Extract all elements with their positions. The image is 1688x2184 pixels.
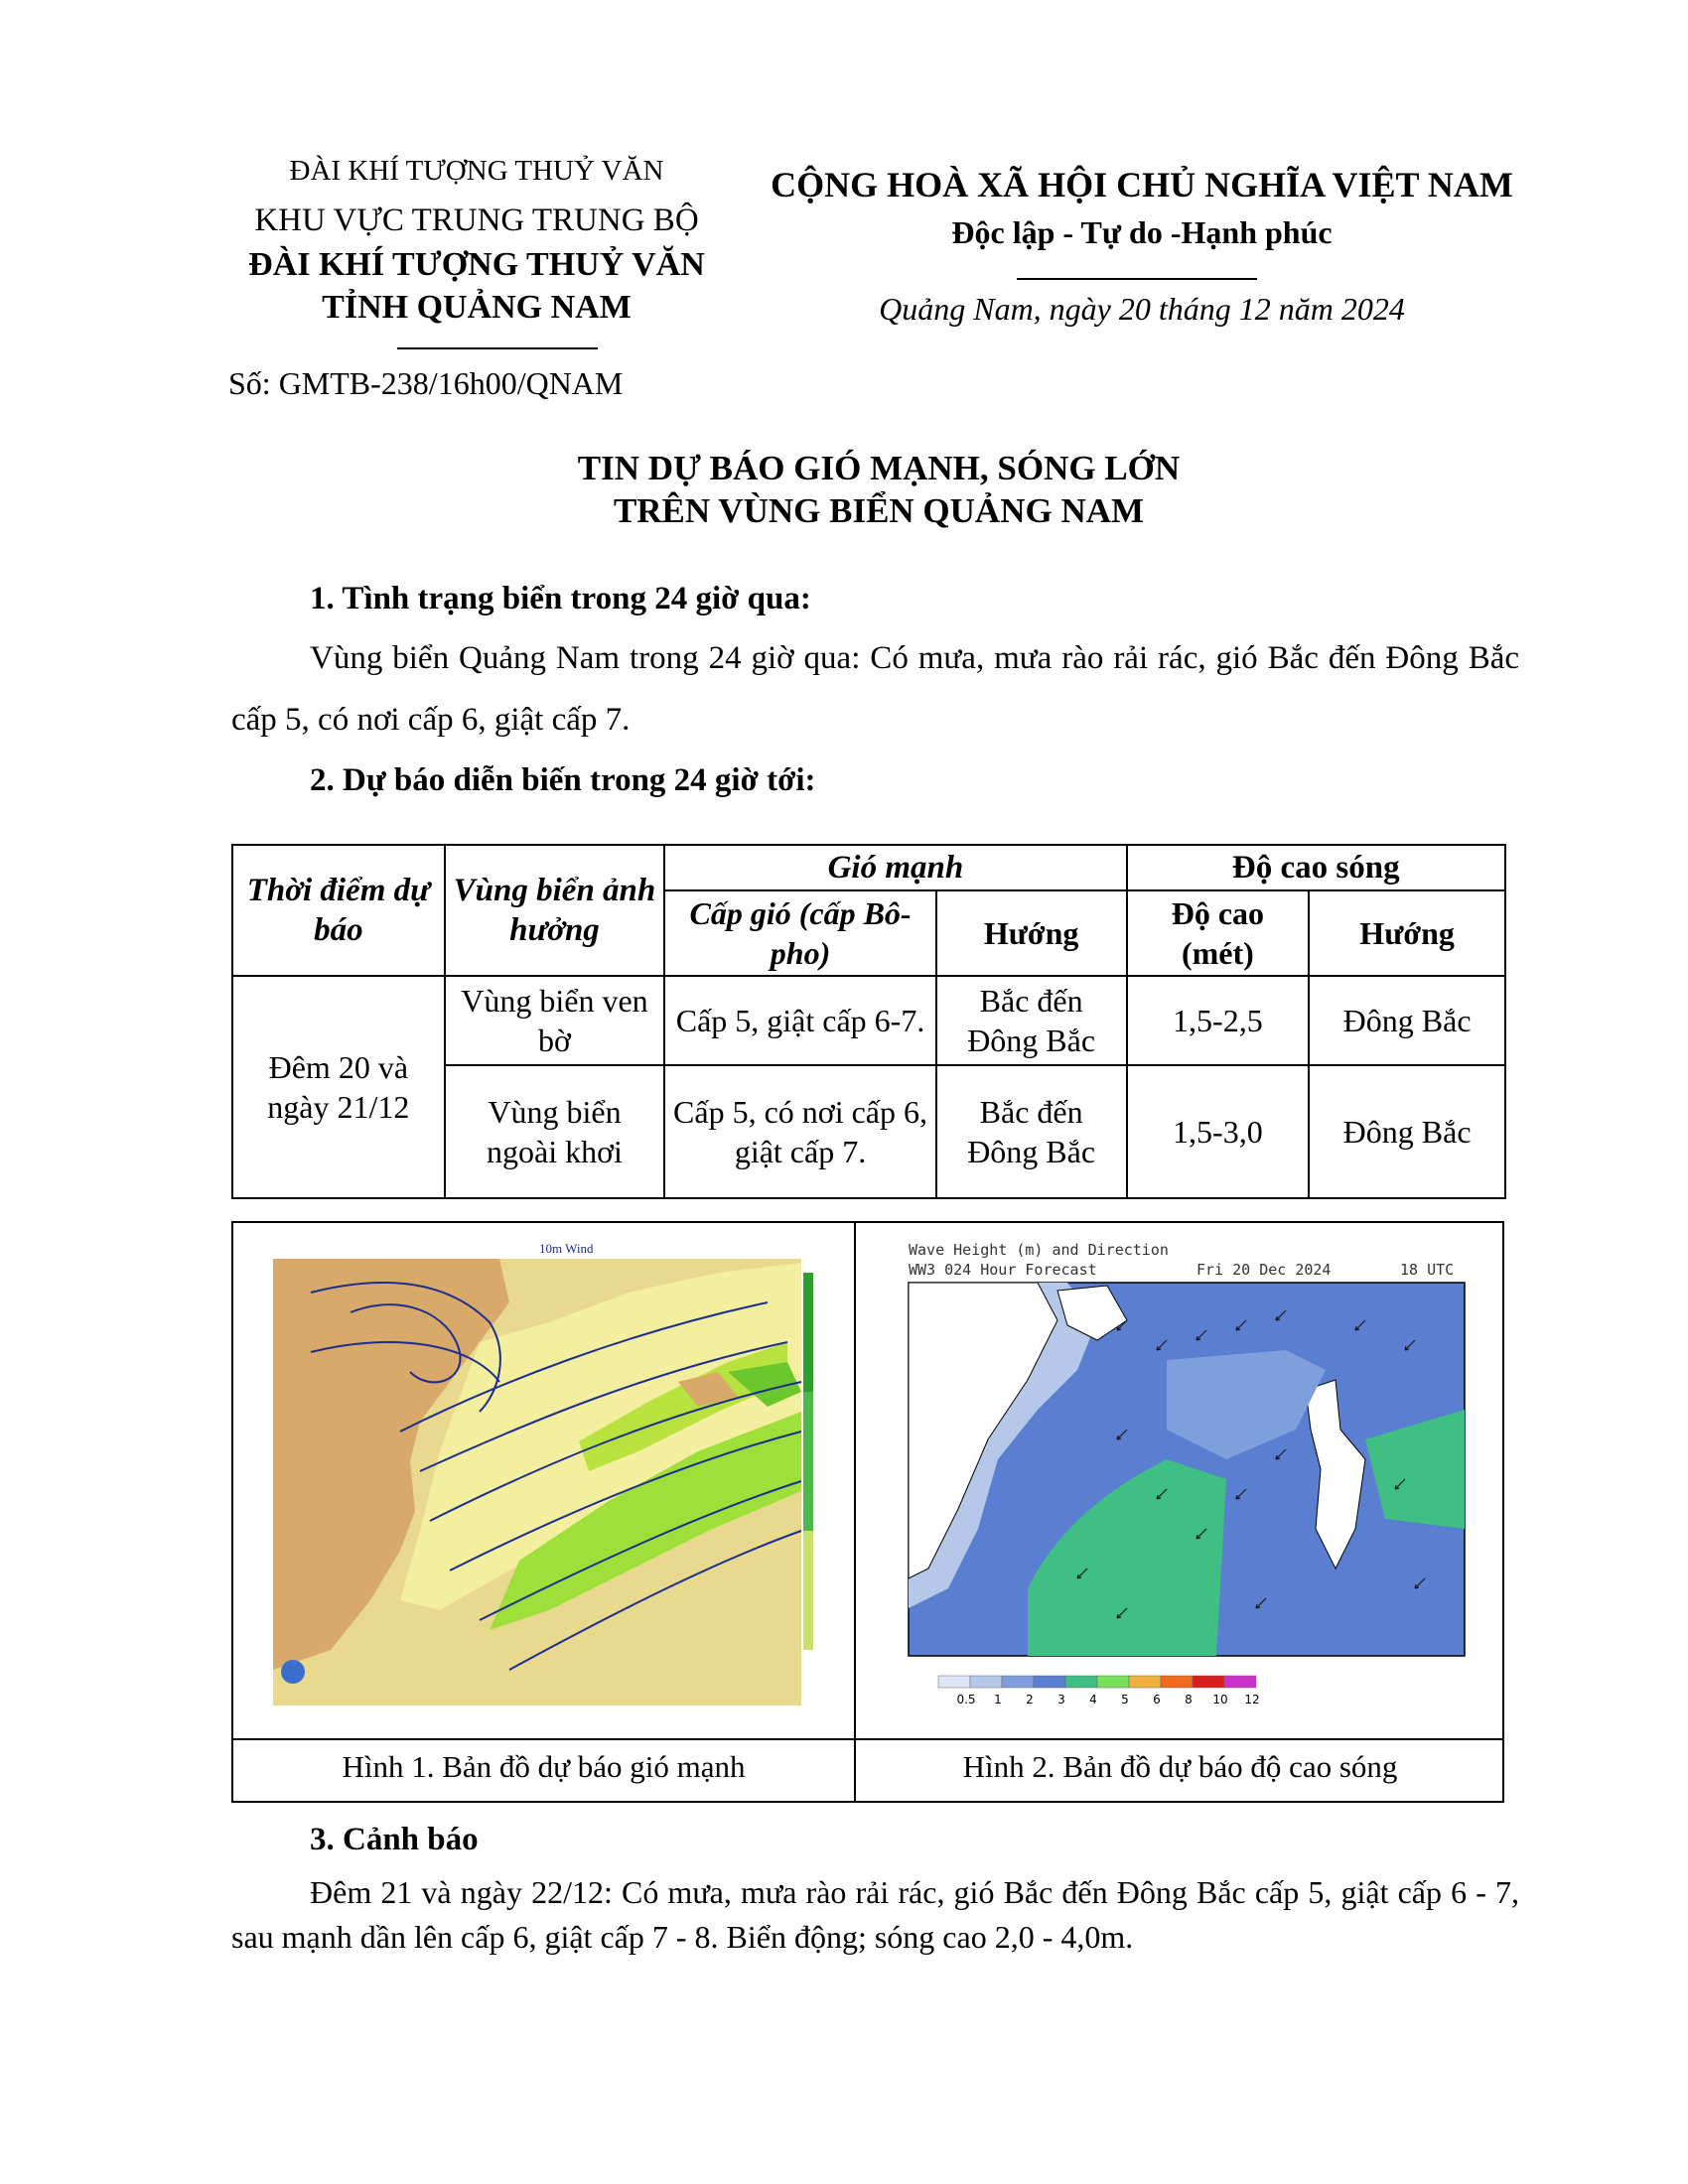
wave-map-date: Fri 20 Dec 2024 bbox=[1196, 1261, 1332, 1279]
agency-name: ĐÀI KHÍ TƯỢNG THUỶ VĂN bbox=[248, 246, 705, 283]
wave-scale-label: 4 bbox=[1089, 1693, 1097, 1706]
header-wind-direction: Hướng bbox=[936, 890, 1127, 976]
cell-wind-level: Cấp 5, có nơi cấp 6, giật cấp 7. bbox=[664, 1065, 935, 1198]
wave-scale-label: 8 bbox=[1185, 1693, 1193, 1706]
wave-scale-label: 0.5 bbox=[956, 1693, 976, 1706]
header-right-rule bbox=[1017, 278, 1257, 280]
cell-wind-direction: Bắc đến Đông Bắc bbox=[936, 1065, 1127, 1198]
wave-scale-label: 6 bbox=[1153, 1693, 1161, 1706]
wave-scale-label: 5 bbox=[1121, 1693, 1129, 1706]
place-date: Quảng Nam, ngày 20 tháng 12 năm 2024 bbox=[879, 291, 1405, 327]
figures-table bbox=[231, 1221, 1504, 1803]
nation-name: CỘNG HOÀ XÃ HỘI CHỦ NGHĨA VIỆT NAM bbox=[771, 165, 1513, 205]
cell-wave-direction: Đông Bắc bbox=[1309, 1065, 1505, 1198]
header-strong-wind: Gió mạnh bbox=[664, 845, 1126, 890]
wave-forecast-map bbox=[869, 1231, 1494, 1733]
agency-region: KHU VỰC TRUNG TRUNG BỘ bbox=[254, 203, 699, 238]
bulletin-title-line2: TRÊN VÙNG BIỂN QUẢNG NAM bbox=[613, 491, 1145, 530]
wave-scale-swatch bbox=[1002, 1676, 1034, 1688]
wave-scale-swatch bbox=[1034, 1676, 1065, 1688]
bulletin-title-line1: TIN DỰ BÁO GIÓ MẠNH, SÓNG LỚN bbox=[577, 449, 1181, 487]
cell-wind-level: Cấp 5, giật cấp 6-7. bbox=[664, 976, 935, 1065]
cell-wave-height: 1,5-3,0 bbox=[1127, 1065, 1310, 1198]
figure1-caption: Hình 1. Bản đồ dự báo gió mạnh bbox=[342, 1749, 746, 1784]
section1-body: Vùng biển Quảng Nam trong 24 giờ qua: Có mưa, mưa rào rải rác, gió Bắc đến Đông Bắc cấp 5, có nơi cấp 6, giật cấp 7. bbox=[231, 640, 1519, 738]
wave-scale-label: 2 bbox=[1026, 1693, 1034, 1706]
section2-heading: 2. Dự báo diễn biến trong 24 giờ tới: bbox=[310, 762, 816, 798]
wave-scale-swatch bbox=[1193, 1676, 1224, 1688]
wave-scale-swatch bbox=[1097, 1676, 1129, 1688]
section3-heading: 3. Cảnh báo bbox=[310, 1822, 479, 1857]
wave-scale-swatch bbox=[1129, 1676, 1161, 1688]
wave-scale-label: 12 bbox=[1244, 1693, 1260, 1706]
forecast-table bbox=[231, 844, 1506, 1199]
cell-area: Vùng biển ven bờ bbox=[445, 976, 665, 1065]
wave-scale-label: 1 bbox=[994, 1693, 1002, 1706]
wave-scale-swatch bbox=[1224, 1676, 1256, 1688]
agency-province: TỈNH QUẢNG NAM bbox=[322, 289, 632, 326]
wave-scale-label: 3 bbox=[1057, 1693, 1065, 1706]
agency-parent: ĐÀI KHÍ TƯỢNG THUỶ VĂN bbox=[289, 155, 664, 187]
wave-scale-swatch bbox=[970, 1676, 1002, 1688]
header-wave-height-m: Độ cao (mét) bbox=[1127, 890, 1310, 976]
header-wind-level: Cấp gió (cấp Bô-pho) bbox=[664, 890, 935, 976]
section3-body: Đêm 21 và ngày 22/12: Có mưa, mưa rào rải rác, gió Bắc đến Đông Bắc cấp 5, giật cấp 6 - 7, sau mạnh dần lên cấp 6, giật cấp 7 - 8. Biển động; sóng cao 2,0 - 4,0m. bbox=[231, 1874, 1519, 1955]
cell-forecast-time: Đêm 20 và ngày 21/12 bbox=[232, 976, 445, 1198]
header-forecast-time: Thời điểm dự báo bbox=[232, 845, 445, 976]
section1-heading: 1. Tình trạng biển trong 24 giờ qua: bbox=[310, 581, 811, 616]
cell-wave-direction: Đông Bắc bbox=[1309, 976, 1505, 1065]
wind-map-title: 10m Wind bbox=[539, 1241, 594, 1256]
header-wave-direction: Hướng bbox=[1309, 890, 1505, 976]
document-number: Số: GMTB-238/16h00/QNAM bbox=[228, 365, 624, 401]
nchmf-logo-icon bbox=[281, 1660, 305, 1684]
cell-wave-height: 1,5-2,5 bbox=[1127, 976, 1310, 1065]
cell-wind-direction: Bắc đến Đông Bắc bbox=[936, 976, 1127, 1065]
wave-scale-swatch bbox=[938, 1676, 970, 1688]
figure2-caption: Hình 2. Bản đồ dự báo độ cao sóng bbox=[962, 1749, 1398, 1784]
header-left-rule bbox=[397, 347, 598, 349]
wave-map-title: Wave Height (m) and Direction bbox=[909, 1241, 1169, 1259]
wave-scale-swatch bbox=[1161, 1676, 1193, 1688]
cell-area: Vùng biển ngoài khơi bbox=[445, 1065, 665, 1198]
header-affected-area: Vùng biển ảnh hưởng bbox=[445, 845, 665, 976]
wind-forecast-map bbox=[251, 1233, 835, 1729]
wave-scale-swatch bbox=[1065, 1676, 1097, 1688]
wave-map-utc: 18 UTC bbox=[1400, 1261, 1455, 1279]
national-motto: Độc lập - Tự do -Hạnh phúc bbox=[951, 214, 1333, 250]
wave-scale-label: 10 bbox=[1212, 1693, 1228, 1706]
header-wave-height: Độ cao sóng bbox=[1127, 845, 1506, 890]
wave-map-subtitle: WW3 024 Hour Forecast bbox=[909, 1261, 1097, 1279]
